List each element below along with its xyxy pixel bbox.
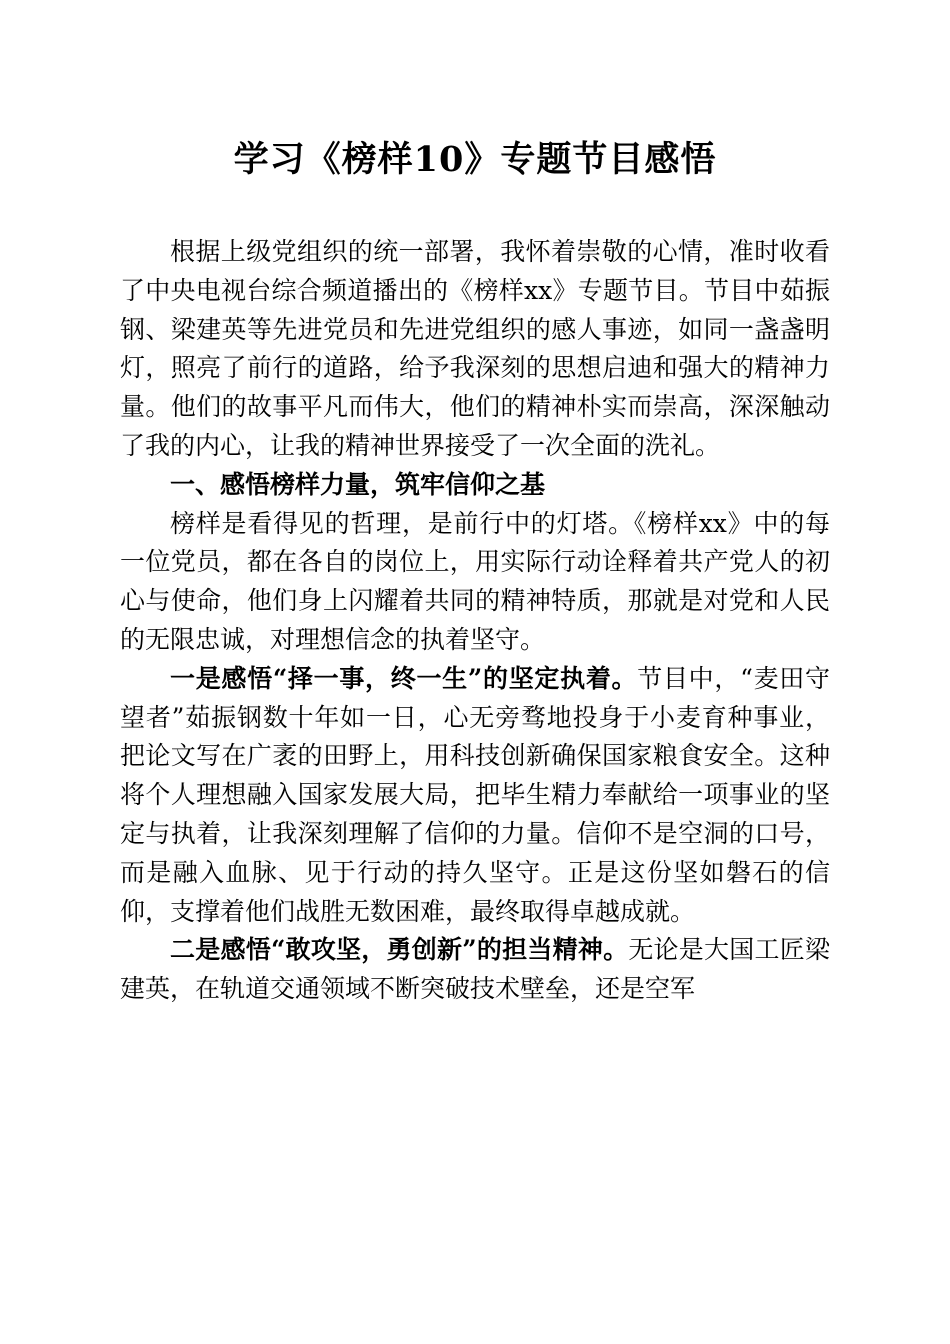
point-paragraph-2 xyxy=(120,931,830,1009)
intro-paragraph: 根据上级党组织的统一部署，我怀着崇敬的心情，准时收看了中央电视台综合频道播出的《榜样xx》专题节目。节目中茹振钢、梁建英等先进党员和先进党组织的感人事迹，如同一盏盏明灯，照亮了前行的道路，给予我深刻的思想启迪和强大的精神力量。他们的故事平凡而伟大，他们的精神朴实而崇高，深深触动了我的内心，让我的精神世界接受了一次全面的洗礼。 xyxy=(120,237,830,460)
document-body xyxy=(120,233,830,1009)
point-text-1: 节目中，“麦田守望者”茹振钢数十年如一日，心无旁骛地投身于小麦育种事业，把论文写在广袤的田野上，用科技创新确保国家粮食安全。这种将个人理想融入国家发展大局，把毕生精力奉献给一项事业的坚定与执着，让我深刻理解了信仰的力量。信仰不是空洞的口号，而是融入血脉、见于行动的持久坚守。正是这份坚如磐石的信仰，支撑着他们战胜无数困难，最终取得卓越成就。 xyxy=(120,663,830,926)
point-paragraph-1 xyxy=(120,660,830,932)
point-lead-2: 二是感悟“敢攻坚，勇创新”的担当精神。 xyxy=(170,935,629,965)
section-heading: 一、感悟榜样力量，筑牢信仰之基 xyxy=(170,469,546,499)
point-text-2: 无论是大国工匠梁建英，在轨道交通领域不断突破技术壁垒，还是空军 xyxy=(120,935,830,1004)
section-paragraph: 榜样是看得见的哲理，是前行中的灯塔。《榜样xx》中的每一位党员，都在各自的岗位上，用实际行动诠释着共产党人的初心与使命，他们身上闪耀着共同的精神特质，那就是对党和人民的无限忠诚，对理想信念的执着坚守。 xyxy=(120,508,830,654)
document-title: 学习《榜样10》专题节目感悟 xyxy=(233,139,717,180)
point-lead-1: 一是感悟“择一事，终一生”的坚定执着。 xyxy=(170,663,638,693)
